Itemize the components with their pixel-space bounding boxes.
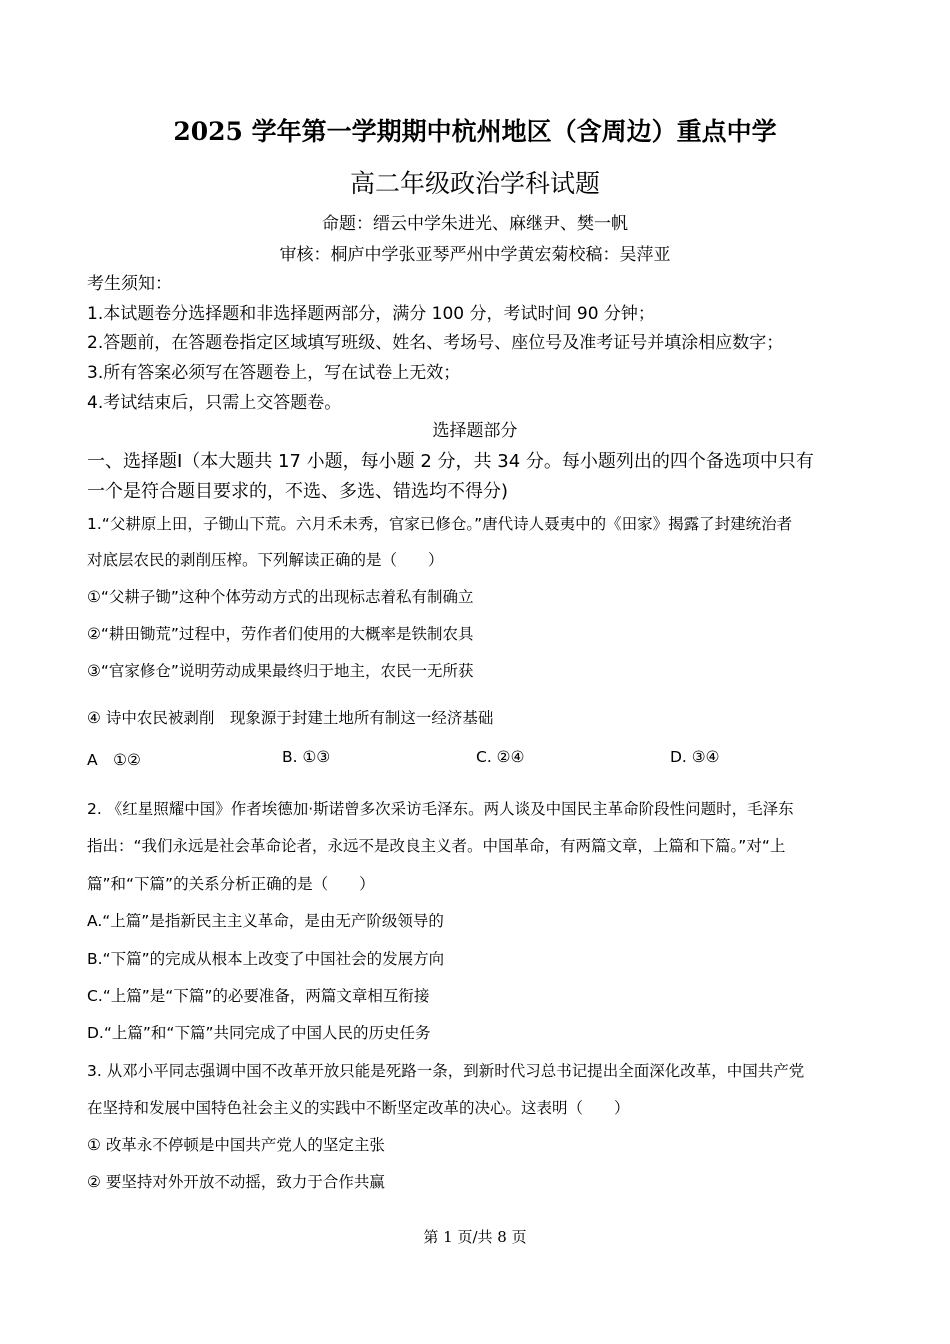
question-2-stem: 指出：“我们永远是社会革命论者，永远不是改良主义者。中国革命，有两篇文章，上篇和下篇。”对“上	[87, 837, 786, 855]
question-1-choice-d: D. ③④	[670, 748, 720, 766]
notice-item: 4.考试结束后，只需上交答题卷。	[87, 393, 342, 413]
page-footer: 第 1 页/共 8 页	[423, 1228, 527, 1246]
notice-item: 3.所有答案必须写在答题卷上，写在试卷上无效；	[87, 363, 461, 383]
question-3-item: ② 要坚持对外开放不动摇，致力于合作共赢	[87, 1173, 385, 1191]
question-1-choice-c: C. ②④	[476, 748, 525, 766]
question-3-stem: 3. 从邓小平同志强调中国不改革开放只能是死路一条，到新时代习总书记提出全面深化改革，中国共产党	[87, 1062, 805, 1080]
question-1-item: ②“耕田锄荒”过程中，劳作者们使用的大概率是铁制农具	[87, 625, 474, 643]
question-3-item: ① 改革永不停顿是中国共产党人的坚定主张	[87, 1136, 385, 1154]
question-2-option-b: B.“下篇”的完成从根本上改变了中国社会的发展方向	[87, 950, 445, 968]
notice-item: 1.本试题卷分选择题和非选择题两部分，满分 100 分，考试时间 90 分钟；	[87, 304, 655, 324]
question-2-option-a: A.“上篇”是指新民主主义革命，是由无产阶级领导的	[87, 912, 444, 930]
exam-title-line2: 高二年级政治学科试题	[349, 169, 600, 198]
question-1-stem: 对底层农民的剥削压榨。下列解读正确的是（ ）	[87, 551, 444, 569]
question-1-item: ④ 诗中农民被剥削 现象源于封建土地所有制这一经济基础	[87, 709, 494, 727]
authors-line: 命题：缙云中学朱进光、麻继尹、樊一帆	[322, 214, 628, 234]
question-2-stem: 2. 《红星照耀中国》作者埃德加·斯诺曾多次采访毛泽东。两人谈及中国民主革命阶段性问题时，毛泽东	[87, 800, 794, 818]
part-heading: 一、选择题Ⅰ（本大题共 17 小题，每小题 2 分，共 34 分。每小题列出的四个备选项中只有	[87, 451, 814, 472]
question-2-stem: 篇”和“下篇”的关系分析正确的是（ ）	[87, 875, 375, 893]
exam-title-line1: 2025 学年第一学期期中杭州地区（含周边）重点中学	[173, 117, 777, 146]
notice-item: 2.答题前，在答题卷指定区域填写班级、姓名、考场号、座位号及准考证号并填涂相应数字；	[87, 333, 784, 353]
question-1-choice-a: A ①②	[87, 751, 141, 769]
question-3-stem: 在坚持和发展中国特色社会主义的实践中不断坚定改革的决心。这表明（ ）	[87, 1099, 630, 1117]
question-2-option-d: D.“上篇”和“下篇”共同完成了中国人民的历史任务	[87, 1024, 431, 1042]
question-1-choice-b: B. ①③	[282, 748, 331, 766]
notice-heading: 考生须知：	[87, 274, 172, 294]
question-1-item: ③“官家修仓”说明劳动成果最终归于地主，农民一无所获	[87, 662, 474, 680]
question-2-option-c: C.“上篇”是“下篇”的必要准备，两篇文章相互衔接	[87, 987, 430, 1005]
question-1-stem: 1.“父耕原上田，子锄山下荒。六月禾未秀，官家已修仓。”唐代诗人聂夷中的《田家》揭露了封建统治者	[87, 515, 793, 533]
reviewers-line: 审核：桐庐中学张亚琴严州中学黄宏菊校稿：吴萍亚	[279, 245, 671, 265]
question-1-item: ①“父耕子锄”这种个体劳动方式的出现标志着私有制确立	[87, 588, 474, 606]
part-heading: 一个是符合题目要求的，不选、多选、错选均不得分)	[87, 481, 509, 502]
section-title: 选择题部分	[432, 421, 518, 441]
